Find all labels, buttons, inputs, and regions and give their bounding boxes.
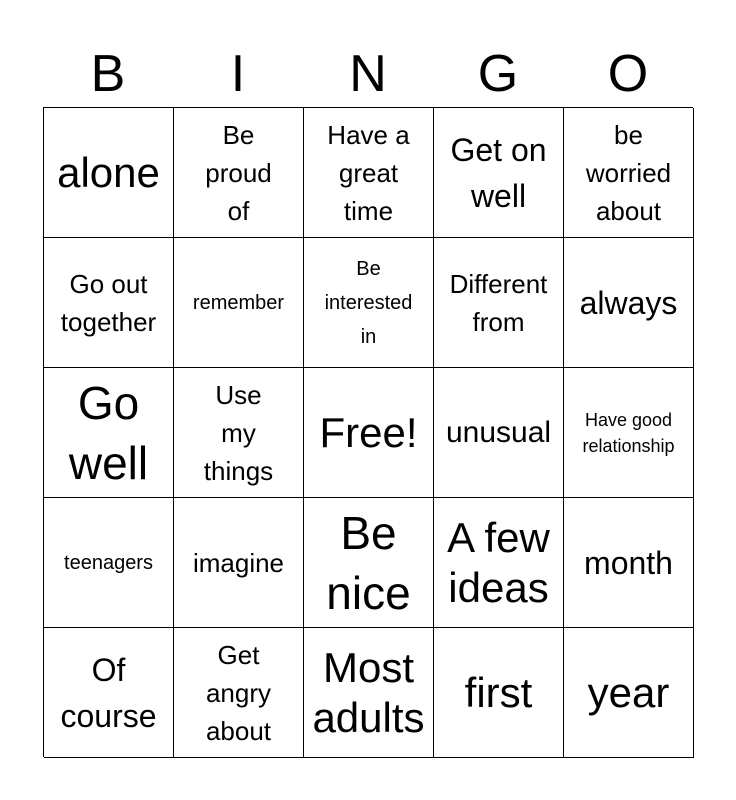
bingo-cell-text: Be interested in bbox=[324, 257, 413, 348]
header-letter-b: B bbox=[90, 45, 126, 103]
bingo-cell[interactable] bbox=[564, 368, 694, 498]
bingo-cell-text: month bbox=[584, 544, 673, 581]
bingo-cell[interactable] bbox=[174, 108, 304, 238]
bingo-cell-text: Go out together bbox=[60, 268, 157, 337]
bingo-cell-text: unusual bbox=[445, 415, 552, 449]
bingo-cell[interactable] bbox=[174, 238, 304, 368]
header-letter-o: O bbox=[607, 45, 649, 103]
header-letter-i: I bbox=[230, 45, 246, 103]
bingo-cell-text: Be nice bbox=[326, 506, 411, 619]
bingo-cell-text: Use my things bbox=[203, 379, 274, 486]
bingo-cell[interactable] bbox=[174, 628, 304, 758]
bingo-cell[interactable] bbox=[564, 628, 694, 758]
bingo-cell-text: Have a great time bbox=[327, 119, 410, 226]
bingo-cell[interactable] bbox=[304, 108, 434, 238]
bingo-cell[interactable] bbox=[434, 238, 564, 368]
bingo-cell[interactable] bbox=[44, 628, 174, 758]
bingo-cell[interactable] bbox=[304, 498, 434, 628]
bingo-cell-text: first bbox=[464, 668, 533, 716]
bingo-cell-text: Of course bbox=[60, 651, 157, 734]
bingo-cell[interactable] bbox=[304, 628, 434, 758]
bingo-cell[interactable] bbox=[44, 238, 174, 368]
bingo-cell-text: teenagers bbox=[64, 551, 153, 574]
bingo-cell-text: A few ideas bbox=[447, 513, 550, 611]
bingo-cell[interactable] bbox=[174, 368, 304, 498]
bingo-cell-text: Most adults bbox=[312, 643, 425, 741]
bingo-cell-text: alone bbox=[57, 148, 160, 196]
bingo-cell[interactable] bbox=[564, 498, 694, 628]
bingo-cell-text: Be proud of bbox=[205, 119, 272, 226]
bingo-cell[interactable] bbox=[304, 238, 434, 368]
bingo-cell[interactable] bbox=[434, 628, 564, 758]
bingo-cell-text: Get on well bbox=[450, 131, 547, 214]
bingo-cell[interactable] bbox=[434, 368, 564, 498]
bingo-cell[interactable] bbox=[44, 368, 174, 498]
header-letter-n: N bbox=[349, 45, 387, 103]
bingo-cell[interactable] bbox=[564, 108, 694, 238]
bingo-card-grid bbox=[43, 107, 693, 757]
bingo-cell-text: be worried about bbox=[585, 119, 672, 226]
bingo-header bbox=[43, 40, 693, 108]
bingo-cell[interactable] bbox=[434, 498, 564, 628]
bingo-cell[interactable] bbox=[44, 108, 174, 238]
free-space-cell[interactable] bbox=[304, 368, 434, 498]
bingo-cell-text: Different from bbox=[449, 268, 548, 337]
free-space-text: Free! bbox=[319, 408, 418, 456]
bingo-cell[interactable] bbox=[44, 498, 174, 628]
header-letter-g: G bbox=[477, 45, 519, 103]
bingo-cell-text: remember bbox=[192, 291, 285, 314]
bingo-cell-text: year bbox=[587, 668, 670, 716]
bingo-cell[interactable] bbox=[174, 498, 304, 628]
bingo-cell[interactable] bbox=[434, 108, 564, 238]
bingo-cell[interactable] bbox=[564, 238, 694, 368]
bingo-cell-text: always bbox=[579, 284, 678, 321]
bingo-cell-text: Go well bbox=[68, 376, 149, 489]
bingo-cell-text: Get angry about bbox=[205, 639, 272, 746]
bingo-cell-text: imagine bbox=[192, 547, 285, 578]
bingo-cell-text: Have good relationship bbox=[582, 409, 675, 456]
